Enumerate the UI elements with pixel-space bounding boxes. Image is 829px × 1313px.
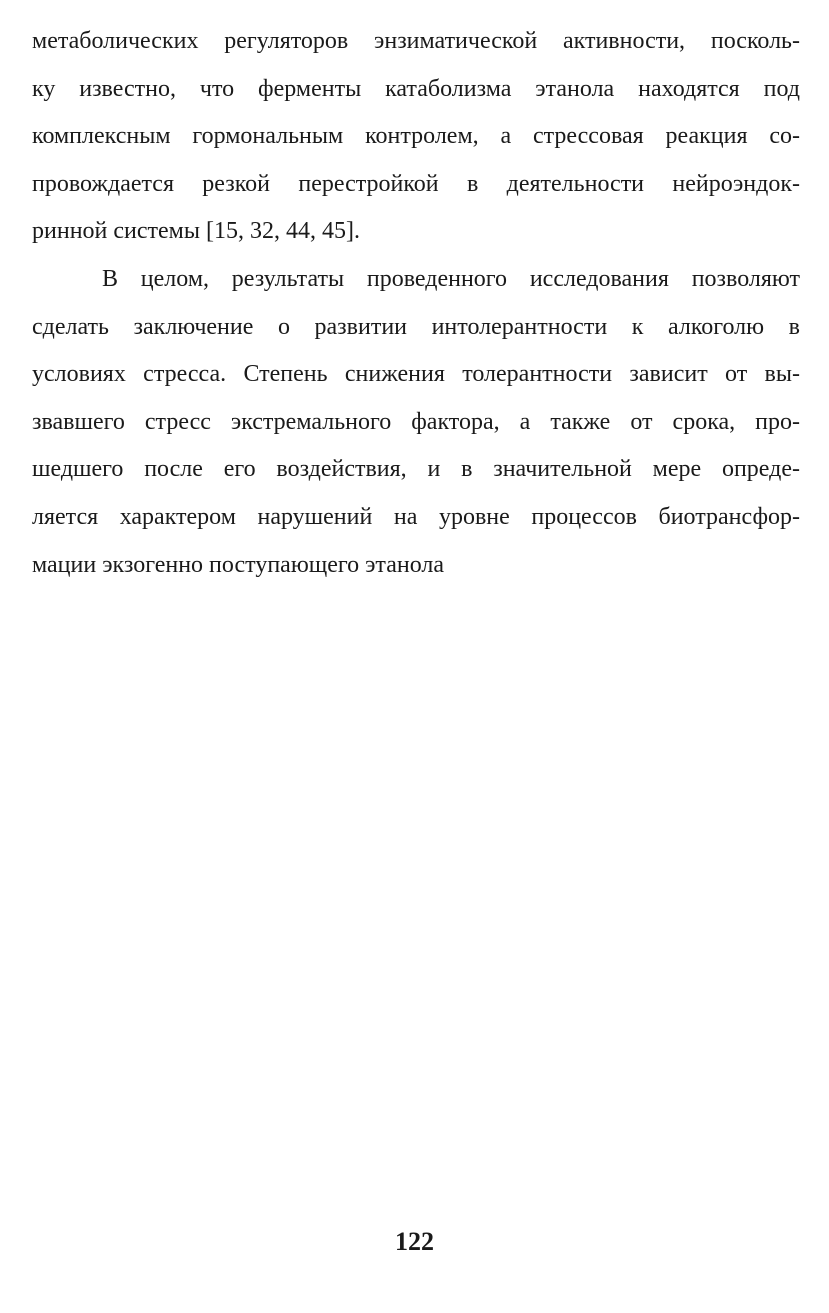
text-line: сделать заключение о развитии интолерантности к алкоголю в <box>32 313 800 340</box>
paragraph-1 <box>32 18 800 256</box>
paragraph-2 <box>32 256 800 589</box>
text-line: звавшего стресс экстремального фактора, а также от срока, про- <box>32 408 800 435</box>
text-line: провождается резкой перестройкой в деятельности нейроэндок- <box>32 170 800 197</box>
text-line: ринной системы [15, 32, 44, 45]. <box>32 218 360 245</box>
text-line: шедшего после его воздействия, и в значительной мере опреде- <box>32 456 800 483</box>
body-text <box>32 18 800 589</box>
page-number: 122 <box>395 1227 434 1256</box>
text-line: мации экзогенно поступающего этанола <box>32 551 445 578</box>
text-line: метаболических регуляторов энзиматической активности, посколь- <box>32 28 800 54</box>
text-line: комплексным гормональным контролем, а стрессовая реакция со- <box>32 123 800 150</box>
text-line: ку известно, что ферменты катаболизма этанола находятся под <box>32 75 800 102</box>
text-line: условиях стресса. Степень снижения толерантности зависит от вы- <box>32 361 800 388</box>
text-line: ляется характером нарушений на уровне процессов биотрансфор- <box>32 503 800 530</box>
text-line: В целом, результаты проведенного исследования позволяют <box>102 265 800 292</box>
